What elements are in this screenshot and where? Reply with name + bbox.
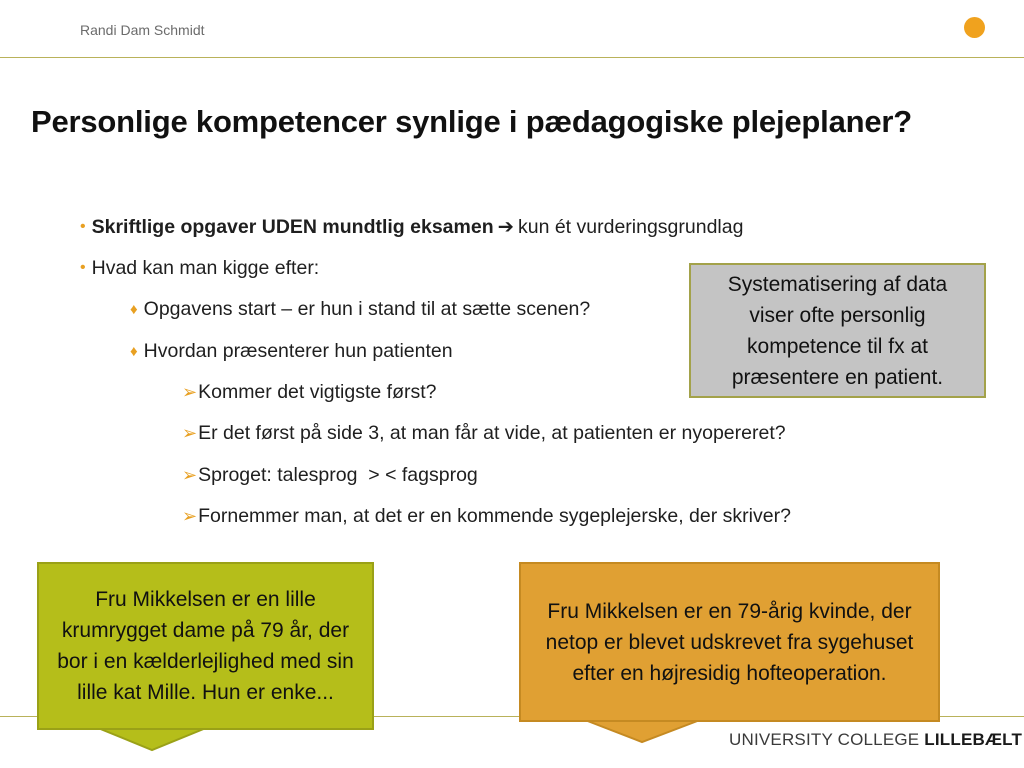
callout-green <box>37 562 374 730</box>
callout-green-tail <box>98 728 206 750</box>
bullet-text: Er det først på side 3, at man får at vide, at patienten er nyopereret? <box>198 422 786 444</box>
bullet-text: Sproget: talesprog > < fagsprog <box>198 464 478 486</box>
bullet-text: Kommer det vigtigste først? <box>198 381 437 403</box>
bullet-marker: • <box>80 259 86 276</box>
bullet-marker: • <box>80 218 86 235</box>
diamond-icon: ♦ <box>130 301 138 318</box>
right-arrow-icon: ➔ <box>497 216 514 238</box>
bullet-text: Hvordan præsenterer hun patienten <box>143 340 453 362</box>
callout-orange <box>519 562 940 722</box>
bullet-text: Fornemmer man, at det er en kommende sygeplejerske, der skriver? <box>198 505 791 527</box>
brand-bold-text: LILLEBÆLT <box>924 730 1023 749</box>
bullet-text: kun ét vurderingsgrundlag <box>517 216 744 238</box>
slide-title: Personlige kompetencer synlige i pædagogiske plejeplaner? <box>31 104 912 139</box>
bullet-text: Hvad kan man kigge efter: <box>91 257 320 279</box>
arrowhead-icon: ➢ <box>182 506 198 526</box>
diamond-icon: ♦ <box>130 343 138 360</box>
callout-orange-text: Fru Mikkelsen er en 79-årig kvinde, der netop er blevet udskrevet fra sygehuset efter en højresidig hofteoperation. <box>545 599 914 685</box>
bullet-text: Opgavens start – er hun i stand til at sætte scenen? <box>143 298 591 320</box>
bullet-bold-text: Skriftlige opgaver UDEN mundtlig eksamen <box>91 216 494 238</box>
brand-logo <box>729 730 1022 750</box>
author-name: Randi Dam Schmidt <box>80 22 205 38</box>
arrowhead-icon: ➢ <box>182 382 198 402</box>
brand-light-text: UNIVERSITY COLLEGE <box>729 730 920 749</box>
callout-orange-tail <box>585 720 700 742</box>
arrowhead-icon: ➢ <box>182 465 198 485</box>
callout-green-text: Fru Mikkelsen er en lille krumrygget dame på 79 år, der bor i en kælderlejlighed med sin lille kat Mille. Hun er enke... <box>57 588 354 704</box>
callout-gray-text: Systematisering af data viser ofte personlig kompetence til fx at præsentere en patient. <box>727 272 948 389</box>
arrowhead-icon: ➢ <box>182 423 198 443</box>
